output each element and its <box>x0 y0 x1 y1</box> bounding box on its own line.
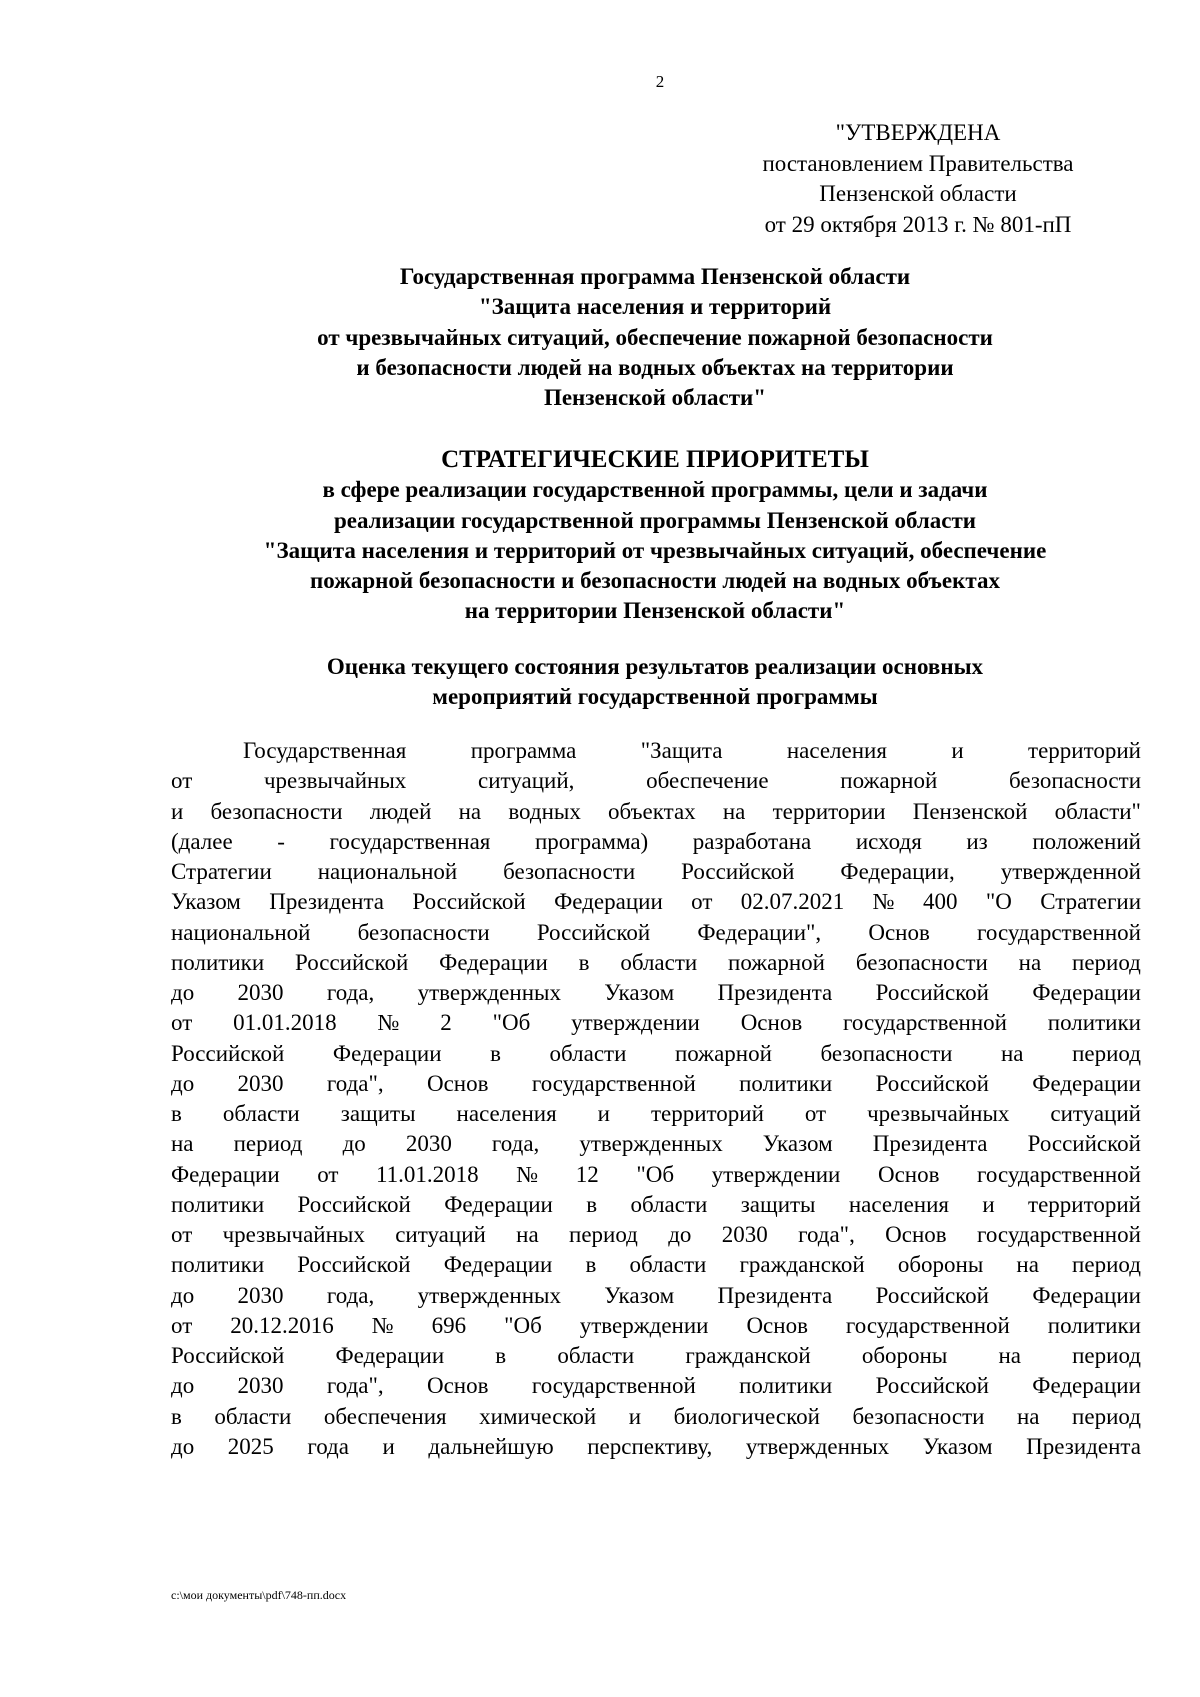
body-line: Российской Федерации в области пожарной безопасности на период <box>171 1040 1141 1066</box>
program-title-line: "Защита населения и территорий <box>478 294 832 320</box>
body-line: до 2030 года", Основ государственной политики Российской Федерации <box>171 1070 1141 1096</box>
approval-stamp <box>728 118 1108 240</box>
body-line: до 2030 года, утвержденных Указом Президента Российской Федерации <box>171 980 1141 1005</box>
program-title-line: Пензенской области" <box>543 385 767 411</box>
body-line: до 2030 года", Основ государственной политики Российской Федерации <box>171 1373 1141 1399</box>
body-line: в области защиты населения и территорий от чрезвычайных ситуаций <box>171 1101 1141 1126</box>
footer-file-path: c:\мои документы\pdf\748-пп.docx <box>171 1588 347 1602</box>
body-line: (далее - государственная программа) разработана исходя из положений <box>171 828 1141 854</box>
program-title-line: Государственная программа Пензенской области <box>399 264 911 289</box>
approval-line: Пензенской области <box>819 181 1017 206</box>
program-title-line: и безопасности людей на водных объектах на территории <box>356 354 954 380</box>
body-line: до 2030 года, утвержденных Указом Президента Российской Федерации <box>171 1282 1141 1308</box>
approval-line: от 29 октября 2013 г. № 801-пП <box>764 211 1072 237</box>
body-line: политики Российской Федерации в области защиты населения и территорий <box>171 1191 1141 1217</box>
approval-line: постановлением Правительства <box>762 150 1074 176</box>
body-line: Российской Федерации в области гражданской обороны на период <box>171 1343 1141 1368</box>
strategic-priorities-title: СТРАТЕГИЧЕСКИЕ ПРИОРИТЕТЫ <box>441 446 869 473</box>
body-line: и безопасности людей на водных объектах на территории Пензенской области" <box>171 798 1141 824</box>
body-line: политики Российской Федерации в области гражданской обороны на период <box>171 1252 1141 1278</box>
strategic-priorities-line: на территории Пензенской области" <box>464 598 846 624</box>
body-line: на период до 2030 года, утвержденных Указом Президента Российской <box>171 1131 1141 1157</box>
body-line: Указом Президента Российской Федерации от 02.07.2021 № 400 "О Стратегии <box>171 889 1141 915</box>
body-line: Государственная программа "Защита населения и территорий <box>243 738 1141 763</box>
body-line: до 2025 года и дальнейшую перспективу, утвержденных Указом Президента <box>171 1433 1141 1459</box>
strategic-priorities-line: в сфере реализации государственной программы, цели и задачи <box>322 477 988 503</box>
page-number: 2 <box>655 72 665 91</box>
body-line: Федерации от 11.01.2018 № 12 "Об утверждении Основ государственной <box>171 1161 1141 1187</box>
body-line: в области обеспечения химической и биологической безопасности на период <box>171 1403 1141 1429</box>
body-line: политики Российской Федерации в области пожарной безопасности на период <box>171 949 1141 975</box>
body-line: от 01.01.2018 № 2 "Об утверждении Основ государственной политики <box>171 1010 1141 1036</box>
strategic-priorities-line: реализации государственной программы Пензенской области <box>333 507 977 533</box>
body-line: Стратегии национальной безопасности Российской Федерации, утвержденной <box>171 859 1141 884</box>
strategic-priorities-line: "Защита населения и территорий от чрезвычайных ситуаций, обеспечение <box>263 537 1047 563</box>
approval-line: "УТВЕРЖДЕНА <box>835 120 1001 145</box>
program-title-line: от чрезвычайных ситуаций, обеспечение пожарной безопасности <box>317 324 993 350</box>
body-line: от 20.12.2016 № 696 "Об утверждении Основ государственной политики <box>171 1312 1141 1338</box>
strategic-priorities-line: пожарной безопасности и безопасности людей на водных объектах <box>310 568 1000 594</box>
body-paragraph <box>171 736 1141 1462</box>
assessment-heading <box>170 652 1140 713</box>
assessment-heading-line: мероприятий государственной программы <box>432 684 878 710</box>
body-line: национальной безопасности Российской Федерации", Основ государственной <box>171 919 1141 945</box>
body-line: от чрезвычайных ситуаций, обеспечение пожарной безопасности <box>171 768 1141 794</box>
assessment-heading-line: Оценка текущего состояния результатов реализации основных <box>326 654 984 679</box>
body-line: от чрезвычайных ситуаций на период до 2030 года", Основ государственной <box>171 1222 1141 1247</box>
program-title <box>170 262 1140 413</box>
strategic-priorities-heading <box>170 445 1140 627</box>
